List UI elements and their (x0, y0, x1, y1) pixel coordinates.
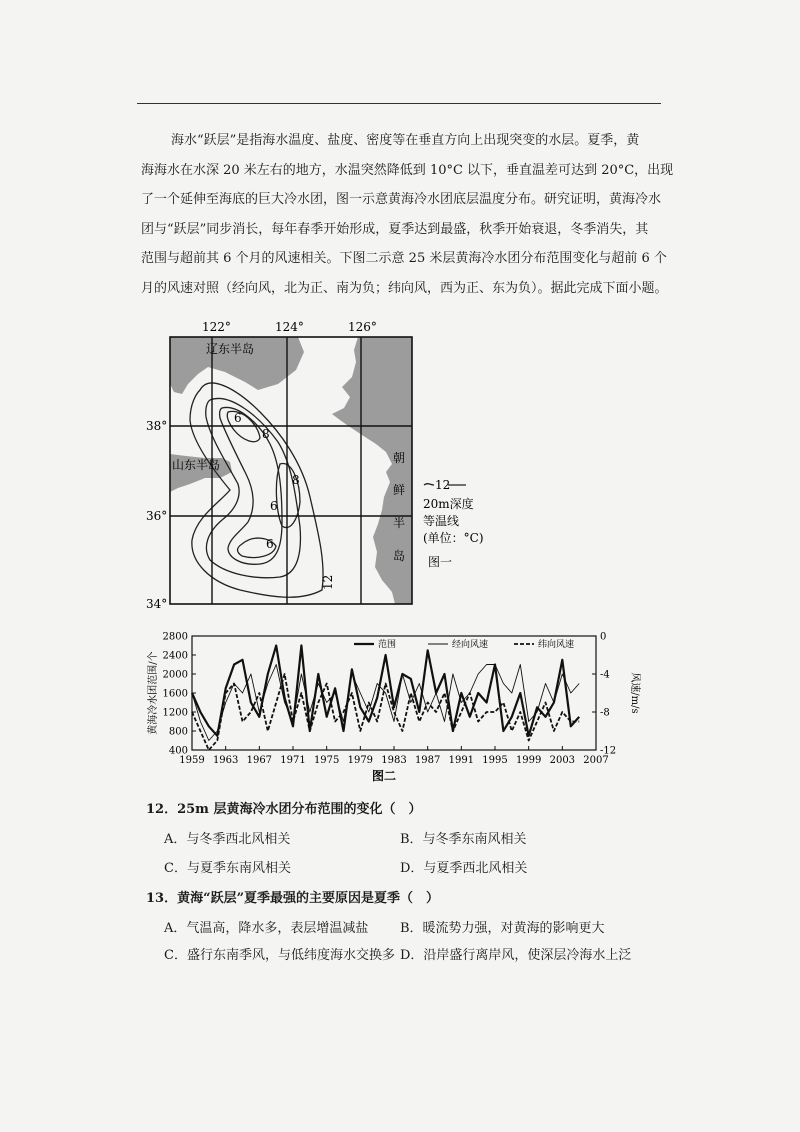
x-tick-label: 1983 (381, 755, 407, 766)
x-tick-label: 1991 (448, 755, 475, 766)
lat-label: 36° (146, 509, 168, 523)
x-tick-label: 1979 (347, 755, 374, 766)
x-tick-label: 2003 (549, 755, 576, 766)
figure-1-map (130, 312, 490, 612)
paragraph-line: 范围与超前其 6 个月的风速相关。下图二示意 25 米层黄海冷水团分布范围变化与超前 6 个 (141, 251, 667, 266)
right-tick-label: 0 (600, 631, 607, 643)
region-label-korea: 鲜 (393, 483, 406, 497)
question-12-option-b[interactable]: B．与冬季东南风相关 (400, 832, 527, 847)
x-tick-label: 1995 (482, 755, 508, 766)
isotherm-label: 8 (292, 473, 300, 487)
paragraph-line: 月的风速对照（经向风，北为正、南为负；纬向风，西为正、东为负）。据此完成下面小题。 (141, 280, 668, 296)
legend-value: 12 (435, 478, 451, 492)
question-12-option-a[interactable]: A．与冬季西北风相关 (164, 832, 291, 847)
region-label-liaodong: 辽东半岛 (206, 342, 255, 356)
korea-land (332, 337, 412, 604)
question-13-stem: 13．黄海“跃层”夏季最强的主要原因是夏季（ ） (146, 891, 440, 906)
left-tick-label: 1600 (162, 688, 188, 700)
legend-label: 纬向风速 (538, 640, 575, 650)
x-tick-label: 1999 (515, 755, 542, 766)
x-tick-label: 1971 (280, 755, 306, 766)
isotherm (190, 383, 323, 597)
right-tick-label: -4 (600, 669, 610, 681)
left-tick-label: 2000 (162, 669, 188, 681)
left-axis-label: 黄海冷水团范围/个 (148, 651, 159, 735)
question-12-option-c[interactable]: C．与夏季东南风相关 (164, 861, 291, 876)
left-tick-label: 1200 (162, 707, 188, 719)
header-rule (137, 103, 661, 104)
left-tick-label: 2400 (162, 650, 188, 662)
legend-title: 20m深度 (423, 497, 474, 511)
left-tick-label: 400 (168, 745, 188, 757)
paragraph-line: 了一个延伸至海底的巨大冷水团，图一示意黄海冷水团底层温度分布。研究证明，黄海冷水 (141, 192, 662, 207)
left-tick-label: 2800 (162, 631, 188, 643)
legend-title: 等温线 (423, 514, 460, 528)
paragraph-line: 海水“跃层”是指海水温度、盐度、密度等在垂直方向上出现突变的水层。夏季，黄 (171, 133, 640, 148)
isotherm-label: 8 (262, 427, 270, 441)
x-tick-label: 1987 (414, 755, 441, 766)
chart-frame (192, 636, 596, 750)
lat-label: 34° (146, 597, 168, 611)
legend-label: 经向风速 (452, 640, 489, 650)
x-tick-label: 1959 (179, 755, 205, 766)
paragraph-line: 海海水在水深 20 米左右的地方，水温突然降低到 10°C 以下，垂直温差可达到 20°C，出现 (141, 162, 674, 178)
x-tick-label: 1975 (313, 755, 340, 766)
x-tick-label: 1967 (246, 755, 273, 766)
isotherm-label: 6 (266, 537, 274, 551)
isotherm-label: 6 (270, 499, 278, 513)
figure-caption: 图一 (428, 555, 453, 569)
right-axis-label: 风速/m/s (629, 672, 640, 714)
question-12-option-d[interactable]: D．与夏季西北风相关 (400, 861, 528, 876)
chart-caption: 图二 (371, 769, 397, 783)
lon-label: 124° (275, 320, 304, 334)
series-line-纬向风速 (192, 674, 579, 750)
paragraph-line: 团与“跃层”同步消长，每年春季开始形成，夏季达到最盛，秋季开始衰退，冬季消失，其 (141, 221, 649, 237)
left-tick-label: 800 (168, 726, 188, 738)
legend-unit: (单位：°C) (423, 531, 484, 545)
question-13-option-a[interactable]: A．气温高，降水多，表层增温减盐 (164, 921, 369, 936)
region-label-shandong: 山东半岛 (172, 458, 221, 472)
legend-isotherm-symbol (424, 484, 434, 485)
question-13-option-b[interactable]: B．暖流势力强，对黄海的影响更大 (400, 921, 605, 936)
intro-paragraph (141, 126, 674, 303)
legend-label: 范围 (378, 640, 397, 650)
x-tick-label: 2007 (583, 755, 609, 766)
lat-label: 38° (146, 419, 168, 433)
region-label-korea: 朝 (393, 451, 406, 465)
lon-label: 126° (348, 320, 377, 334)
question-13-option-d[interactable]: D．沿岸盛行离岸风，使深层冷海水上泛 (400, 948, 632, 963)
question-12-stem: 12．25m 层黄海冷水团分布范围的变化（ ） (146, 802, 422, 817)
right-tick-label: -8 (600, 707, 610, 719)
region-label-korea: 半 (393, 516, 406, 530)
series-line-范围 (192, 646, 579, 736)
isotherm-label: 6 (234, 411, 242, 425)
isotherm-label: 12 (321, 574, 335, 590)
question-13-option-c[interactable]: C．盛行东南季风，与低纬度海水交换多 (164, 948, 395, 963)
right-tick-label: -12 (600, 745, 617, 757)
x-tick-label: 1963 (212, 755, 239, 766)
lon-label: 122° (202, 320, 231, 334)
region-label-korea: 岛 (393, 549, 406, 563)
figure-2-chart (136, 626, 640, 786)
